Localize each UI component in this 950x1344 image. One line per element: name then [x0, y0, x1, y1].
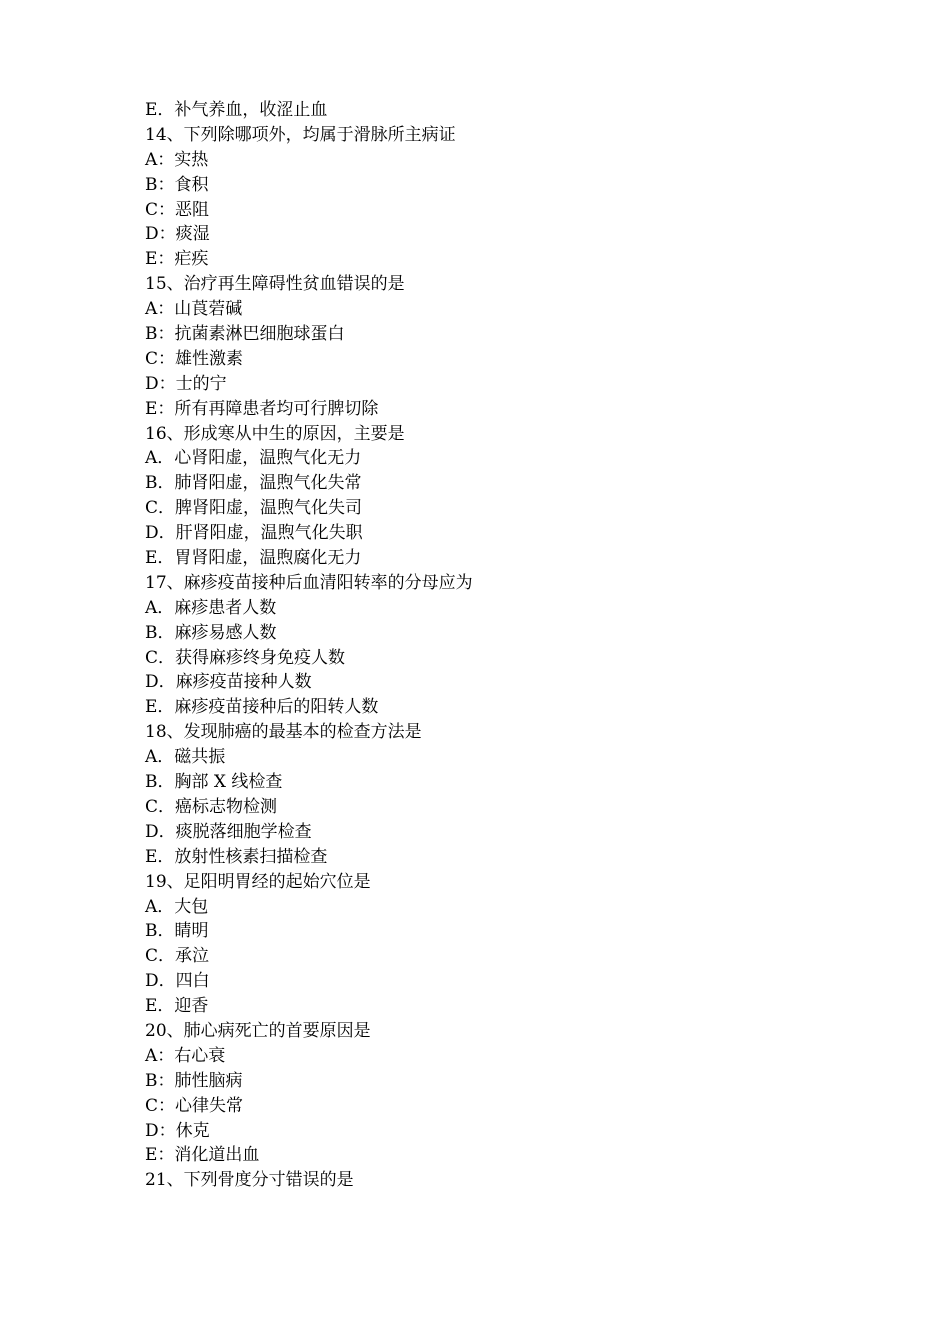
- option-line: A：山莨菪碱: [145, 299, 243, 320]
- option-line: B：肺性脑病: [145, 1070, 243, 1091]
- question-15: 15、治疗再生障碍性贫血错误的是: [145, 274, 405, 295]
- question-21: 21、下列骨度分寸错误的是: [145, 1170, 354, 1191]
- option-line: C：恶阻: [145, 199, 210, 220]
- option-line: B．肺肾阳虚，温煦气化失常: [145, 473, 362, 494]
- question-20: 20、肺心病死亡的首要原因是: [145, 1020, 371, 1041]
- option-line: A：实热: [145, 149, 209, 170]
- option-line: C：心律失常: [145, 1095, 244, 1116]
- option-line: B．胸部 X 线检查: [145, 772, 283, 793]
- option-line: E．放射性核素扫描检查: [145, 846, 328, 867]
- option-line: C．脾肾阳虚，温煦气化失司: [145, 498, 363, 519]
- option-line: C．癌标志物检测: [145, 796, 278, 817]
- option-line: A：右心衰: [145, 1045, 226, 1066]
- option-line: A．心肾阳虚，温煦气化无力: [145, 448, 362, 469]
- option-line: C：雄性激素: [145, 348, 244, 369]
- option-line: B：抗菌素淋巴细胞球蛋白: [145, 324, 345, 345]
- option-line: E．麻疹疫苗接种后的阳转人数: [145, 697, 379, 718]
- option-line: A．麻疹患者人数: [145, 597, 277, 618]
- option-line: D：士的宁: [145, 373, 227, 394]
- option-line: E：疟疾: [145, 249, 209, 270]
- option-line: A．磁共振: [145, 747, 226, 768]
- question-17: 17、麻疹疫苗接种后血清阳转率的分母应为: [145, 572, 473, 593]
- option-line: E．胃肾阳虚，温煦腐化无力: [145, 548, 362, 569]
- option-line: B．睛明: [145, 921, 209, 942]
- option-line: D．四白: [145, 971, 210, 992]
- option-line: D：痰湿: [145, 224, 210, 245]
- option-line: E．补气养血，收涩止血: [145, 100, 328, 120]
- option-line: D：休克: [145, 1120, 210, 1141]
- option-line: B．麻疹易感人数: [145, 622, 277, 643]
- question-19: 19、足阳明胃经的起始穴位是: [145, 871, 371, 892]
- option-line: E．迎香: [145, 996, 209, 1017]
- question-14: 14、下列除哪项外，均属于滑脉所主病证: [145, 124, 456, 145]
- option-line: D．肝肾阳虚，温煦气化失职: [145, 523, 363, 544]
- option-line: E：所有再障患者均可行脾切除: [145, 398, 379, 419]
- option-line: A．大包: [145, 896, 209, 917]
- document-text: [145, 98, 825, 1193]
- option-line: C．获得麻疹终身免疫人数: [145, 647, 346, 668]
- question-18: 18、发现肺癌的最基本的检查方法是: [145, 722, 422, 743]
- option-line: C．承泣: [145, 946, 210, 967]
- question-16: 16、形成寒从中生的原因，主要是: [145, 423, 405, 444]
- option-line: D．麻疹疫苗接种人数: [145, 672, 312, 693]
- option-line: E：消化道出血: [145, 1145, 260, 1166]
- option-line: D．痰脱落细胞学检查: [145, 821, 312, 842]
- option-line: B：食积: [145, 174, 209, 195]
